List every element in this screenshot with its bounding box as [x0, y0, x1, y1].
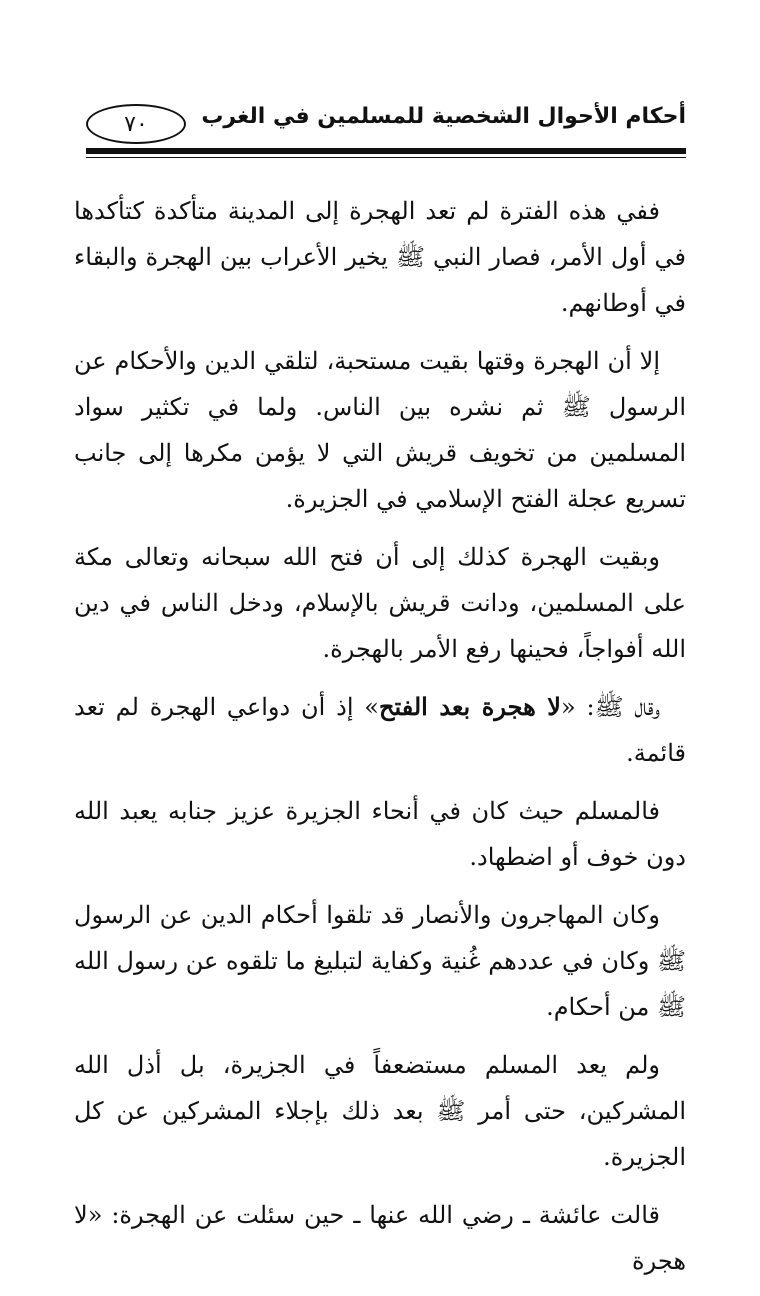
- hadith-quote: لا هجرة بعد الفتح: [378, 692, 561, 721]
- paragraph-1: ففي هذه الفترة لم تعد الهجرة إلى المدينة متأكدة كتأكدها في أول الأمر، فصار النبي ﷺ يخير الأعراب بين الهجرة والبقاء في أوطانهم.: [74, 197, 686, 317]
- paragraph-6: وكان المهاجرون والأنصار قد تلقوا أحكام الدين عن الرسول ﷺ وكان في عددهم غُنية وكفاية لتبليغ ما تلقوه عن رسول الله ﷺ من أحكام.: [74, 901, 686, 1021]
- hadith-explanation: » إذ أن دواعي الهجرة لم تعد قائمة.: [74, 693, 686, 767]
- running-title: أحكام الأحوال الشخصية للمسلمين في الغرب: [201, 104, 686, 129]
- paragraph-5: فالمسلم حيث كان في أنحاء الجزيرة عزيز جنابه يعبد الله دون خوف أو اضطهاد.: [74, 797, 686, 871]
- paragraph-2: إلا أن الهجرة وقتها بقيت مستحبة، لتلقي الدين والأحكام عن الرسول ﷺ ثم نشره بين الناس. ولما في تكثير سواد المسلمين من تخويف قريش التي لا يؤمن مكرها إلى جانب تسريع عجلة الفتح الإسلامي في الجزيرة.: [74, 347, 686, 513]
- header-rule-thick: [86, 148, 686, 154]
- paragraph-8: قالت عائشة ـ رضي الله عنها ـ حين سئلت عن الهجرة: «لا هجرة: [74, 1201, 686, 1275]
- body-text: [74, 188, 686, 1296]
- page-number: ٧٠: [86, 104, 186, 144]
- hadith-intro: وقال ﷺ: «: [560, 693, 660, 721]
- paragraph-4: [74, 684, 686, 776]
- header-rule-thin: [86, 157, 686, 158]
- paragraph-3: وبقيت الهجرة كذلك إلى أن فتح الله سبحانه وتعالى مكة على المسلمين، ودانت قريش بالإسلام، ودخل الناس في دين الله أفواجاً، فحينها رفع الأمر بالهجرة.: [74, 543, 686, 663]
- page-header: [86, 96, 686, 146]
- paragraph-7: ولم يعد المسلم مستضعفاً في الجزيرة، بل أذل الله المشركين، حتى أمر ﷺ بعد ذلك بإجلاء المشركين عن كل الجزيرة.: [74, 1051, 686, 1171]
